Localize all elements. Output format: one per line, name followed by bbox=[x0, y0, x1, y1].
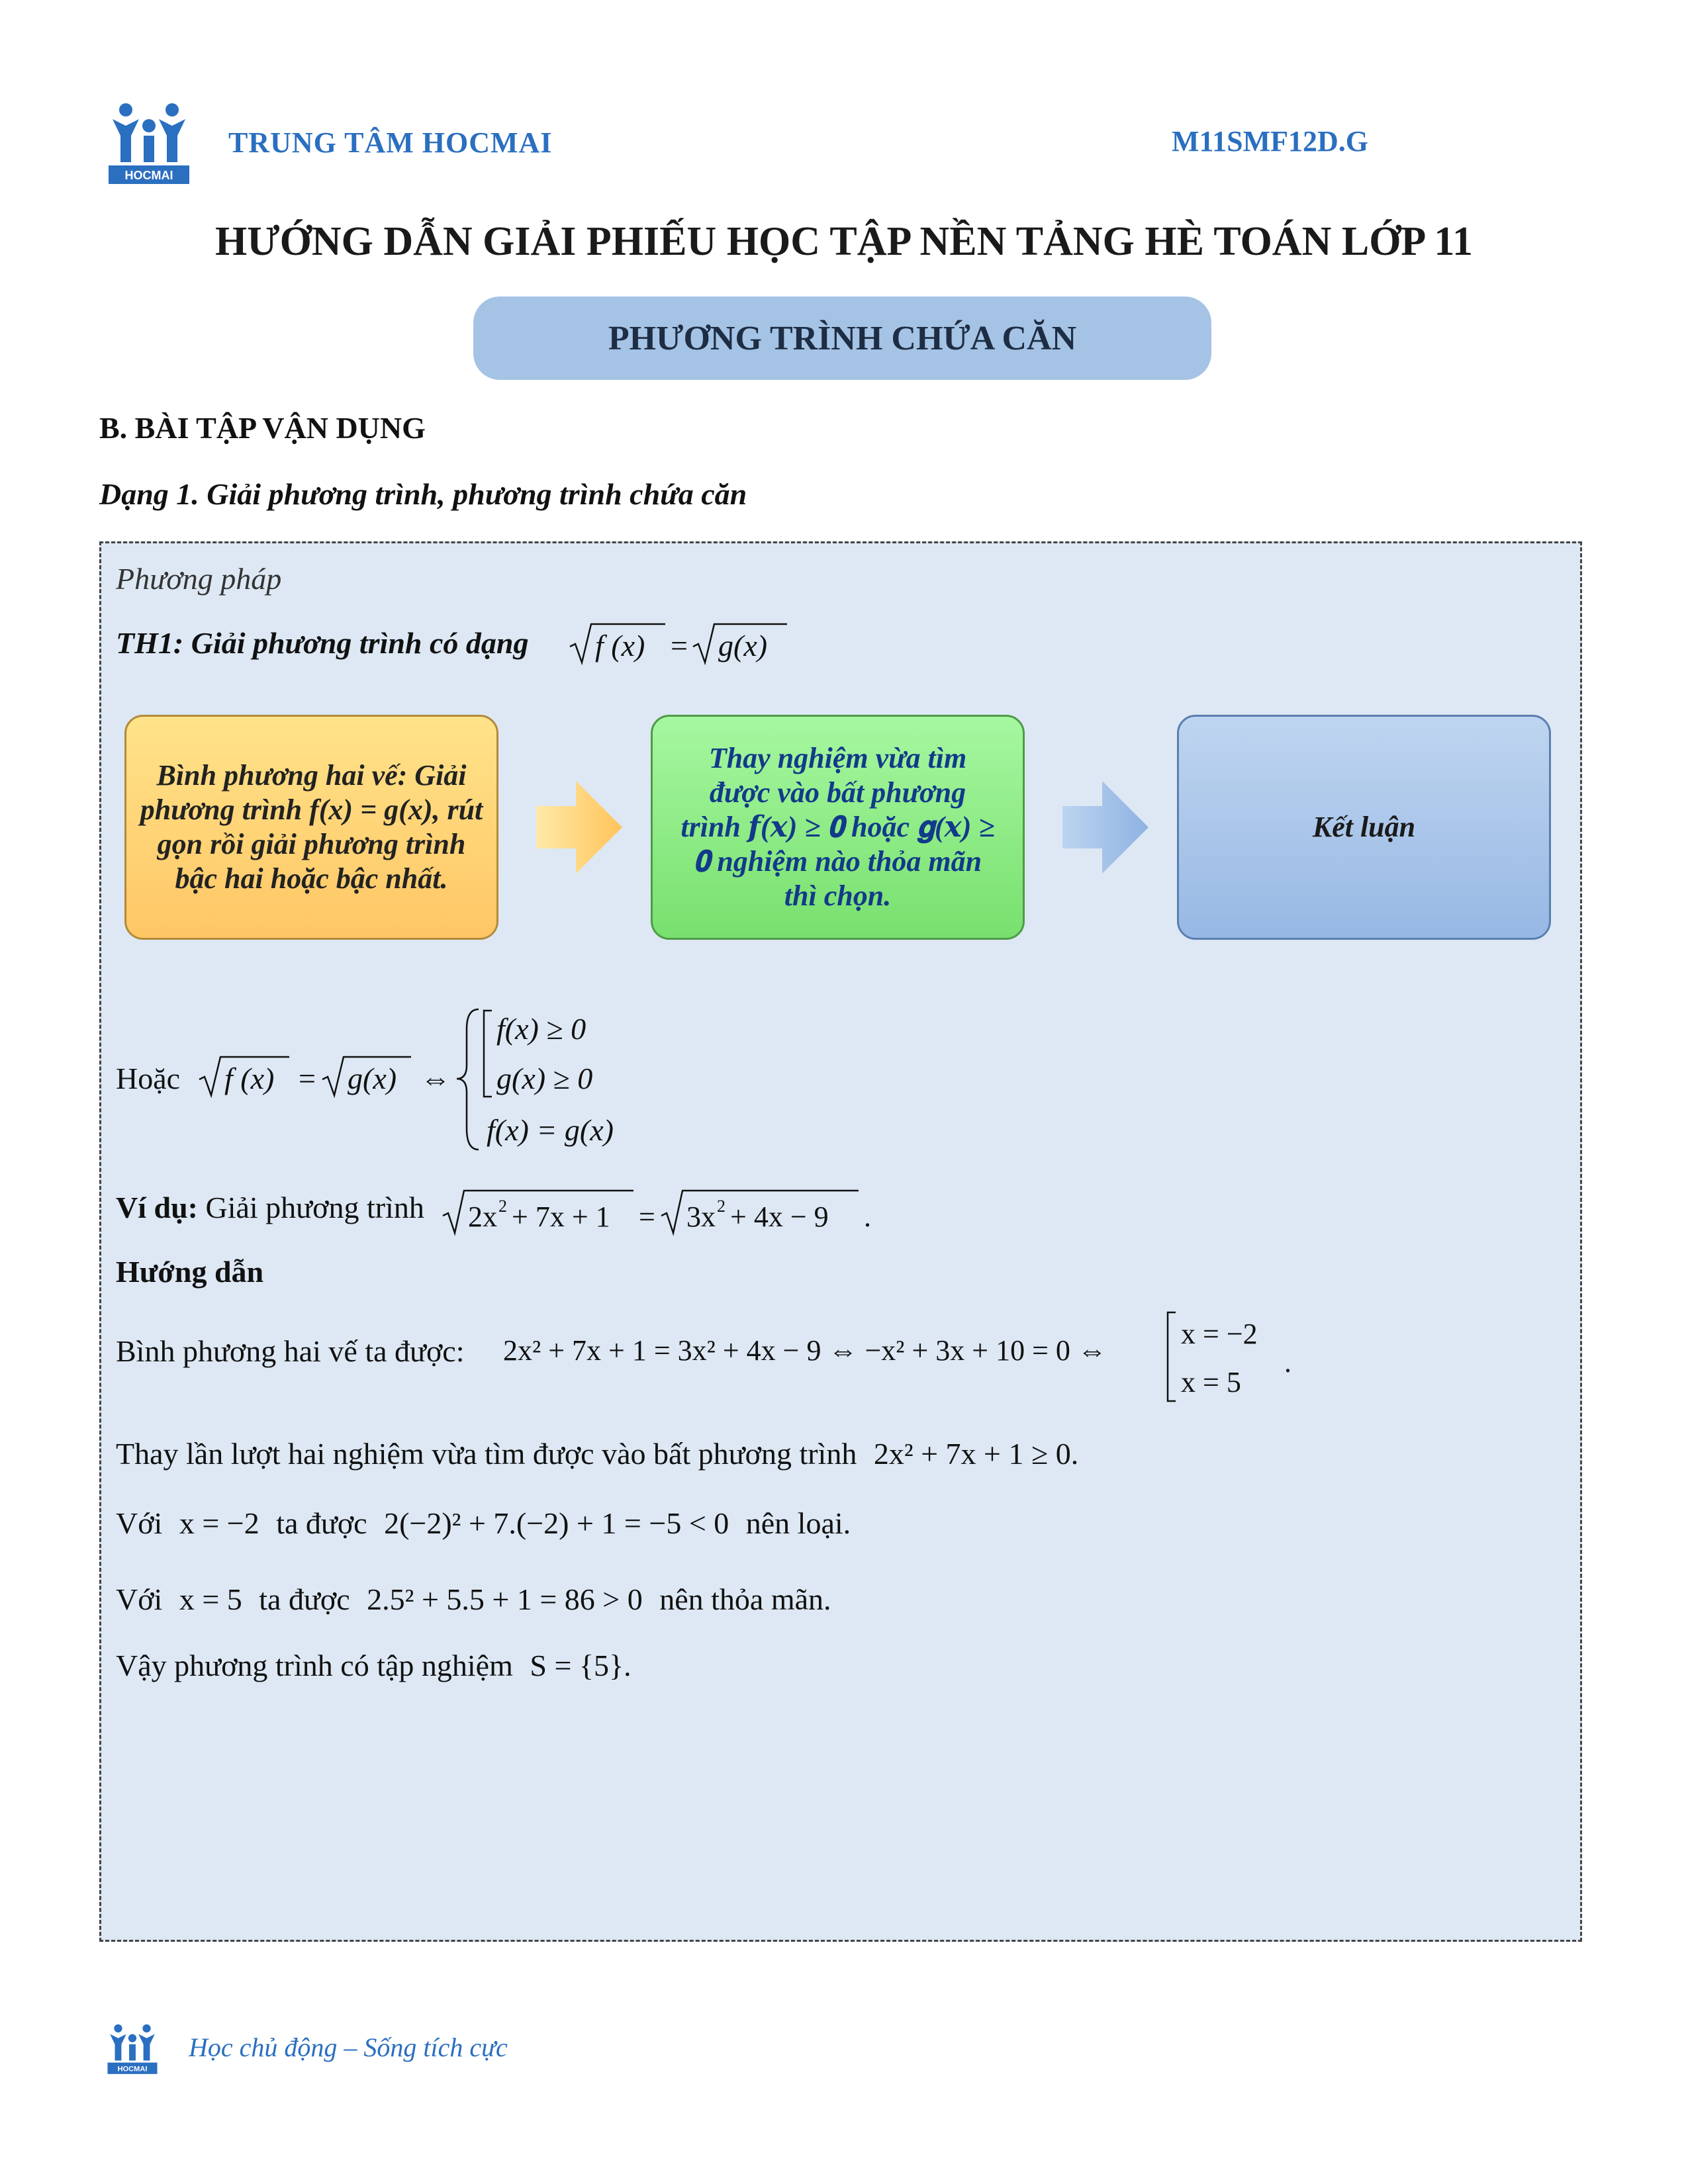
check1-mid: ta được bbox=[276, 1506, 367, 1540]
svg-text:f (x): f (x) bbox=[595, 629, 645, 662]
document-code: M11SMF12D.G bbox=[1172, 125, 1368, 158]
flow-step-conclusion: Kết luận bbox=[1177, 715, 1551, 940]
condition-equal: f(x) = g(x) bbox=[487, 1113, 614, 1147]
check1-equation: 2(−2)² + 7.(−2) + 1 = −5 < 0 bbox=[384, 1506, 729, 1540]
check1-result: nên loại. bbox=[745, 1506, 851, 1540]
svg-text:=: = bbox=[299, 1062, 316, 1095]
step2-line: Thay lần lượt hai nghiệm vừa tìm được vào bất phương trình 2x² + 7x + 1 ≥ 0. bbox=[116, 1437, 1079, 1471]
footer-slogan: Học chủ động – Sống tích cực bbox=[189, 2032, 508, 2062]
check-root-1 bbox=[116, 1506, 851, 1541]
example-line bbox=[116, 1190, 424, 1225]
svg-text:f (x): f (x) bbox=[224, 1062, 275, 1095]
svg-text:g(x): g(x) bbox=[348, 1062, 397, 1095]
conclusion-line: Vậy phương trình có tập nghiệm S = {5}. bbox=[116, 1649, 632, 1682]
page-title: HƯỚNG DẪN GIẢI PHIẾU HỌC TẬP NỀN TẢNG HÈ TOÁN LỚP 11 bbox=[215, 219, 1473, 264]
hocmai-logo bbox=[106, 99, 192, 185]
example-label: Ví dụ: bbox=[116, 1191, 198, 1224]
guide-heading: Hướng dẫn bbox=[116, 1255, 264, 1289]
footer-logo bbox=[106, 2022, 159, 2075]
form-heading: Dạng 1. Giải phương trình, phương trình chứa căn bbox=[99, 477, 747, 511]
root-1: x = −2 bbox=[1181, 1318, 1258, 1350]
center-name: TRUNG TÂM HOCMAI bbox=[228, 126, 553, 159]
example-text: Giải phương trình bbox=[205, 1191, 424, 1224]
section-heading: B. BÀI TẬP VẬN DỤNG bbox=[99, 411, 426, 445]
logo-text: HOCMAI bbox=[124, 169, 173, 182]
solution-set: S = {5} bbox=[530, 1649, 624, 1682]
conclusion-text: Vậy phương trình có tập nghiệm bbox=[116, 1649, 513, 1682]
svg-text:=: = bbox=[639, 1201, 655, 1233]
svg-text:3x: 3x bbox=[686, 1201, 716, 1233]
step1-equation: 2x² + 7x + 1 = 3x² + 4x − 9 ⇔ −x² + 3x + 10 = 0 ⇔ bbox=[503, 1334, 1107, 1367]
th1-equation bbox=[566, 619, 791, 672]
condition-f: f(x) ≥ 0 bbox=[496, 1012, 586, 1046]
svg-text:+ 7x + 1: + 7x + 1 bbox=[512, 1201, 610, 1233]
step2-text: Thay lần lượt hai nghiệm vừa tìm được vào bất phương trình bbox=[116, 1437, 857, 1471]
example-equation bbox=[440, 1181, 877, 1241]
svg-text:+ 4x − 9: + 4x − 9 bbox=[730, 1201, 829, 1233]
check1-prefix: Với bbox=[116, 1506, 163, 1540]
step1-text: Bình phương hai vế ta được: bbox=[116, 1334, 465, 1368]
svg-text:.: . bbox=[864, 1201, 871, 1233]
flow-step-substitute-roots: Thay nghiệm vừa tìm được vào bất phương trình 𝒇(𝒙) ≥ 𝟎 hoặc 𝐠(𝒙) ≥ 𝟎 nghiệm nào thỏa mãn thì chọn. bbox=[651, 715, 1025, 940]
svg-text:⇔: ⇔ bbox=[420, 1062, 451, 1095]
flow-step-square-both-sides: Bình phương hai vế: Giải phương trình f(x) = g(x), rút gọn rồi giải phương trình bậc hai hoặc bậc nhất. bbox=[124, 715, 498, 940]
root-2: x = 5 bbox=[1181, 1366, 1241, 1398]
condition-g: g(x) ≥ 0 bbox=[496, 1062, 593, 1095]
th1-heading: TH1: Giải phương trình có dạng bbox=[116, 626, 529, 660]
topic-banner: PHƯƠNG TRÌNH CHỨA CĂN bbox=[473, 296, 1211, 380]
svg-text:.: . bbox=[1284, 1346, 1291, 1379]
method-label: Phương pháp bbox=[116, 562, 282, 596]
svg-text:2: 2 bbox=[717, 1197, 726, 1216]
arrow-right-icon bbox=[1062, 781, 1149, 874]
check2-result: nên thỏa mãn. bbox=[659, 1582, 831, 1616]
arrow-right-icon bbox=[536, 781, 622, 874]
roots-bracket bbox=[1165, 1307, 1297, 1406]
check2-mid: ta được bbox=[259, 1582, 350, 1616]
or-label: Hoặc bbox=[116, 1062, 181, 1095]
svg-text:2x: 2x bbox=[468, 1201, 497, 1233]
footer-logo-text: HOCMAI bbox=[117, 2065, 148, 2073]
check2-x: x = 5 bbox=[179, 1582, 242, 1616]
svg-text:2: 2 bbox=[498, 1197, 507, 1216]
check1-x: x = −2 bbox=[179, 1506, 259, 1540]
step2-equation: 2x² + 7x + 1 ≥ 0 bbox=[873, 1437, 1071, 1471]
svg-text:g(x): g(x) bbox=[718, 629, 768, 662]
check-root-2 bbox=[116, 1582, 831, 1617]
check2-equation: 2.5² + 5.5 + 1 = 86 > 0 bbox=[367, 1582, 643, 1616]
svg-text:=: = bbox=[671, 629, 688, 662]
check2-prefix: Với bbox=[116, 1582, 163, 1616]
alternative-condition-system bbox=[116, 1003, 712, 1155]
